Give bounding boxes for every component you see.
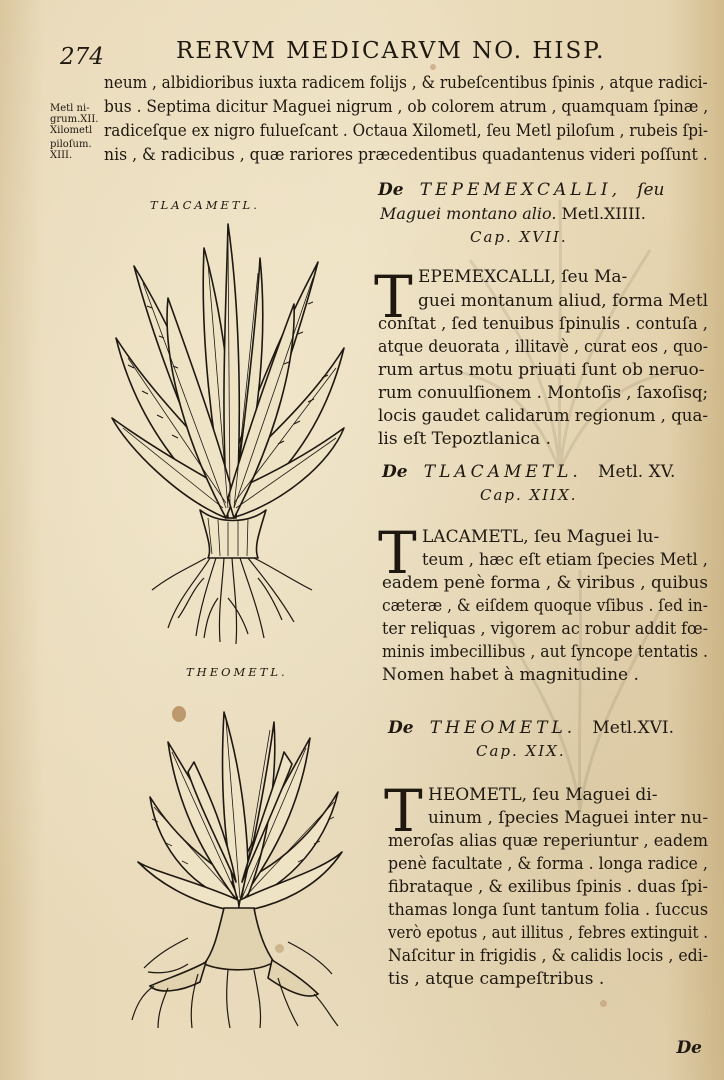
chapter-subheading-text: Maguei montano alio. bbox=[380, 204, 557, 223]
foxing-spot bbox=[600, 1000, 607, 1007]
body-line: verò epotus , aut illitus , febres extinguit . bbox=[388, 923, 709, 943]
plate-caption-tlacametl: TLACAMETL. bbox=[150, 198, 260, 212]
body-line: fibrataque , & exilibus ſpinis . duas ſpi- bbox=[388, 877, 708, 897]
marginal-note: Metl ni- bbox=[50, 103, 90, 114]
chapter-heading-de: De bbox=[378, 180, 404, 200]
chapter-number: Cap. XIIX. bbox=[480, 486, 578, 504]
marginal-note: XIII. bbox=[50, 150, 73, 161]
body-line: uinum , ſpecies Maguei inter nu- bbox=[428, 808, 709, 828]
chapter-number: Cap. XVII. bbox=[470, 228, 568, 246]
page-number: 274 bbox=[60, 44, 104, 70]
body-line: rum artus motu priuati ſunt ob neruo- bbox=[378, 360, 705, 380]
text-line: radiceſque ex nigro fulueſcant . Octaua Xilometl, ſeu Metl piloſum , rubeis ſpi- bbox=[104, 121, 709, 141]
theometl-agave-woodcut-icon bbox=[128, 702, 348, 1032]
drop-cap: T bbox=[378, 519, 417, 587]
running-title: RERVM MEDICARVM NO. HISP. bbox=[176, 38, 606, 64]
body-line: lis eſt Tepoztlanica . bbox=[378, 429, 551, 449]
foxing-spot bbox=[430, 64, 436, 70]
metl-number: Metl.XVI. bbox=[592, 718, 674, 738]
text-line: nis , & radicibus , quæ rariores præcedentibus quadantenus videri poſſunt . bbox=[104, 145, 708, 165]
body-line: Naſcitur in frigidis , & calidis locis , edi- bbox=[388, 946, 709, 966]
body-line: EPEMEXCALLI, ſeu Ma- bbox=[418, 267, 628, 287]
body-line: atque deuorata , illitavè , curat eos , quo- bbox=[378, 337, 709, 357]
body-line: ter reliquas , vigorem ac robur addit fœ- bbox=[382, 619, 709, 639]
chapter-heading bbox=[388, 718, 674, 738]
chapter-heading-name: TLACAMETL. bbox=[423, 462, 582, 482]
marginal-note: piloſum. bbox=[50, 139, 92, 150]
body-line: LACAMETL, ſeu Maguei lu- bbox=[422, 527, 660, 547]
chapter-heading-name: THEOMETL. bbox=[429, 718, 577, 738]
body-line: HEOMETL, ſeu Maguei di- bbox=[428, 785, 658, 805]
body-line: Nomen habet à magnitudine . bbox=[382, 665, 639, 685]
body-line: teum , hæc eſt etiam ſpecies Metl , bbox=[422, 550, 708, 570]
tlacametl-agave-woodcut-icon bbox=[108, 218, 348, 648]
body-line: locis gaudet calidarum regionum , qua- bbox=[378, 406, 708, 426]
metl-number: Metl.XIIII. bbox=[561, 204, 646, 223]
metl-number: Metl. XV. bbox=[598, 462, 676, 482]
chapter-heading bbox=[378, 180, 665, 200]
chapter-heading-seu: ſeu bbox=[637, 180, 665, 200]
body-line: penè facultate , & forma . longa radice , bbox=[388, 854, 708, 874]
body-line: thamas longa ſunt tantum folia . ſuccus bbox=[388, 900, 709, 920]
chapter-heading-de: De bbox=[388, 718, 414, 738]
chapter-heading-de: De bbox=[382, 462, 408, 482]
body-line: conſtat , ſed tenuibus ſpinulis . contuſa , bbox=[378, 314, 708, 334]
body-line: guei montanum aliud, forma Metl bbox=[418, 291, 709, 311]
body-line: minis imbecillibus , aut ſyncope tentatis . bbox=[382, 642, 708, 662]
body-line: tis , atque campeſtribus . bbox=[388, 969, 605, 989]
text-line: bus . Septima dicitur Maguei nigrum , ob colorem atrum , quamquam ſpinæ , bbox=[104, 97, 709, 117]
catchword: De bbox=[676, 1038, 702, 1058]
marginal-note: Xilometl bbox=[50, 125, 93, 136]
chapter-heading bbox=[382, 462, 675, 482]
drop-cap: T bbox=[384, 777, 423, 845]
text-line: neum , albidioribus iuxta radicem folijs , & rubeſcentibus ſpinis , atque radici- bbox=[104, 73, 708, 93]
body-line: eadem penè forma , & viribus , quibus bbox=[382, 573, 708, 593]
chapter-heading-name: TEPEMEXCALLI, bbox=[419, 180, 621, 200]
body-line: cæteræ , & eiſdem quoque vſibus . ſed in- bbox=[382, 596, 708, 616]
chapter-number: Cap. XIX. bbox=[476, 742, 566, 760]
chapter-subheading bbox=[380, 204, 646, 223]
plate-caption-theometl: THEOMETL. bbox=[186, 665, 288, 679]
body-line: rum conuulſionem . Montoſis , ſaxoſisq; bbox=[378, 383, 709, 403]
body-line: meroſas alias quæ reperiuntur , eadem bbox=[388, 831, 709, 851]
marginal-note: grum.XII. bbox=[50, 114, 99, 125]
drop-cap: T bbox=[374, 263, 413, 331]
